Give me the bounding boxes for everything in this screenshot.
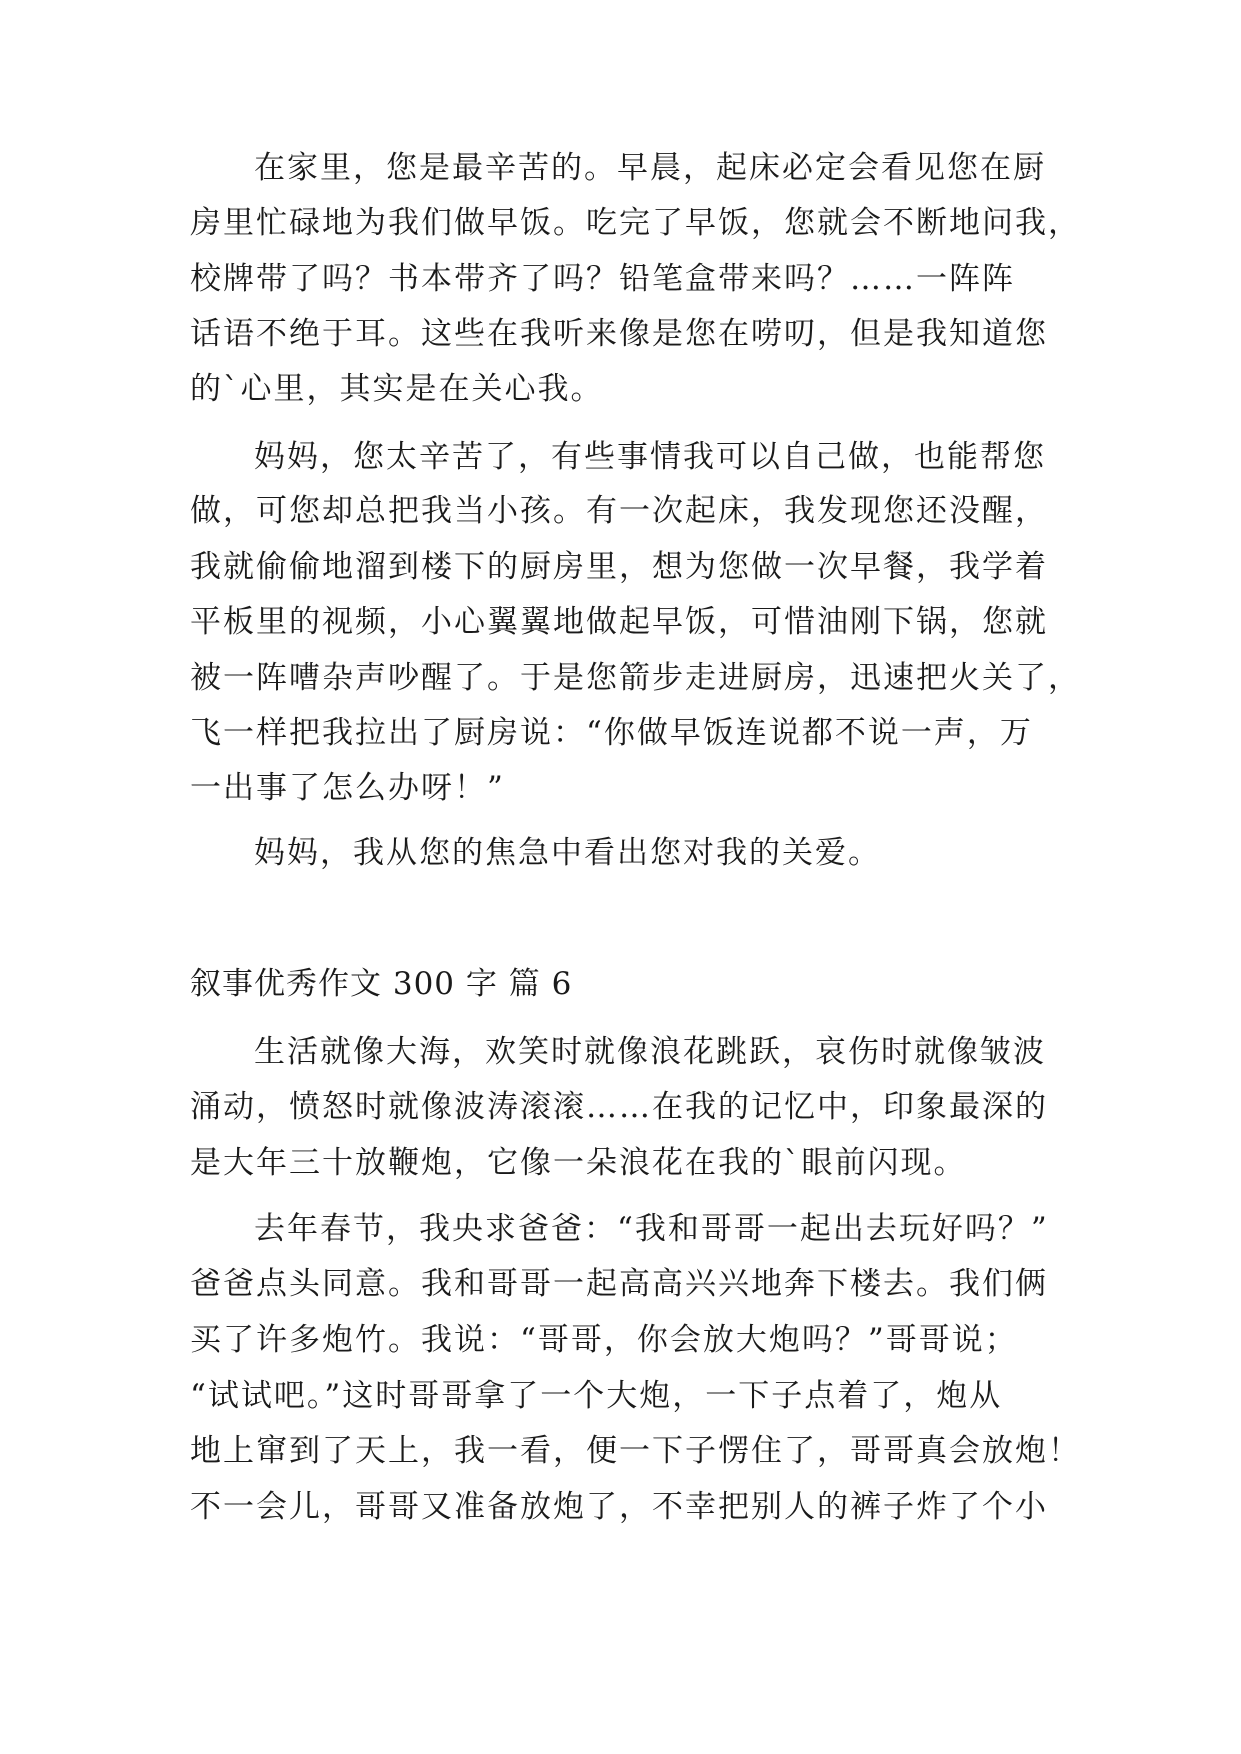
text-line: 不一会儿，哥哥又准备放炮了，不幸把别人的裤子炸了个小 <box>190 1489 1048 1525</box>
text-line: 是大年三十放鞭炮，它像一朵浪花在我的`眼前闪现。 <box>190 1145 967 1181</box>
text-line: 做，可您却总把我当小孩。有一次起床，我发现您还没醒， <box>190 493 1048 529</box>
text-line: 妈妈，您太辛苦了，有些事情我可以自己做，也能帮您 <box>254 439 1046 475</box>
text-line: 我就偷偷地溜到楼下的厨房里，想为您做一次早餐，我学着 <box>190 549 1048 585</box>
text-line: 涌动，愤怒时就像波涛滚滚……在我的记忆中，印象最深的 <box>190 1089 1048 1125</box>
text-line: 去年春节，我央求爸爸：“我和哥哥一起出去玩好吗？” <box>254 1211 1049 1247</box>
text-line: 校牌带了吗？书本带齐了吗？铅笔盒带来吗？……一阵阵 <box>190 261 1015 297</box>
section-heading: 叙事优秀作文 300 字 篇 6 <box>190 966 573 1002</box>
text-line: 飞一样把我拉出了厨房说：“你做早饭连说都不说一声，万 <box>190 715 1033 751</box>
text-line: 被一阵嘈杂声吵醒了。于是您箭步走进厨房，迅速把火关了， <box>190 660 1081 696</box>
text-line: 的`心里，其实是在关心我。 <box>190 371 604 407</box>
text-line: 生活就像大海，欢笑时就像浪花跳跃，哀伤时就像皱波 <box>254 1034 1046 1070</box>
text-line: 在家里，您是最辛苦的。早晨，起床必定会看见您在厨 <box>254 150 1046 186</box>
text-line: 地上窜到了天上，我一看，便一下子愣住了，哥哥真会放炮！ <box>190 1433 1081 1469</box>
text-line: 平板里的视频，小心翼翼地做起早饭，可惜油刚下锅，您就 <box>190 604 1048 640</box>
text-line: 话语不绝于耳。这些在我听来像是您在唠叨，但是我知道您 <box>190 316 1048 352</box>
text-line: 爸爸点头同意。我和哥哥一起高高兴兴地奔下楼去。我们俩 <box>190 1266 1048 1302</box>
text-line: “试试吧。”这时哥哥拿了一个大炮，一下子点着了，炮从 <box>190 1378 1003 1414</box>
text-line: 妈妈，我从您的焦急中看出您对我的关爱。 <box>254 835 881 871</box>
text-line: 房里忙碌地为我们做早饭。吃完了早饭，您就会不断地问我， <box>190 205 1081 241</box>
text-line: 买了许多炮竹。我说：“哥哥，你会放大炮吗？”哥哥说； <box>190 1322 1018 1358</box>
text-line: 一出事了怎么办呀！” <box>190 770 505 806</box>
